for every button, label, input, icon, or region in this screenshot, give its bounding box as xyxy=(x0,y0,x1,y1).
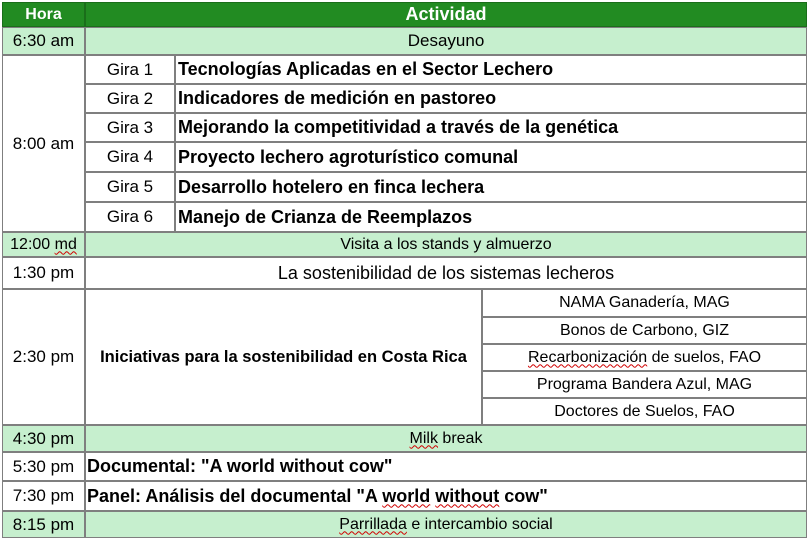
activity-desayuno: Desayuno xyxy=(85,27,807,55)
gira-title: Manejo de Crianza de Reemplazos xyxy=(175,202,807,232)
time-milk: 4:30 pm xyxy=(2,425,85,452)
time-almuerzo-md: md xyxy=(54,235,77,253)
presenter-item: NAMA Ganadería, MAG xyxy=(482,289,807,317)
panel-world: world xyxy=(382,485,431,506)
time-iniciativas: 2:30 pm xyxy=(2,289,85,425)
gira-label: Gira 6 xyxy=(85,202,175,232)
gira-title: Proyecto lechero agroturístico comunal xyxy=(175,142,807,172)
panel-text-start: Panel: Análisis del documental "A xyxy=(87,485,383,506)
time-sostenibilidad: 1:30 pm xyxy=(2,257,85,289)
gira-label: Gira 3 xyxy=(85,113,175,142)
gira-label: Gira 5 xyxy=(85,172,175,202)
presenter-item: Doctores de Suelos, FAO xyxy=(482,398,807,425)
parrillada-rest: e intercambio social xyxy=(406,515,553,533)
header-hora: Hora xyxy=(2,2,85,27)
activity-parrillada xyxy=(85,511,807,538)
header-actividad: Actividad xyxy=(85,2,807,27)
time-desayuno: 6:30 am xyxy=(2,27,85,55)
activity-sostenibilidad: La sostenibilidad de los sistemas lecheros xyxy=(85,257,807,289)
panel-text-end: cow" xyxy=(499,485,548,506)
gira-label: Gira 1 xyxy=(85,55,175,84)
iniciativas-title: Iniciativas para la sostenibilidad en Costa Rica xyxy=(85,289,482,425)
gira-title: Tecnologías Aplicadas en el Sector Lechero xyxy=(175,55,807,84)
time-almuerzo xyxy=(2,232,85,257)
time-panel: 7:30 pm xyxy=(2,481,85,511)
presenter-item: Bonos de Carbono, GIZ xyxy=(482,317,807,344)
gira-title: Desarrollo hotelero en finca lechera xyxy=(175,172,807,202)
presenter-item: Programa Bandera Azul, MAG xyxy=(482,371,807,398)
time-documental: 5:30 pm xyxy=(2,452,85,481)
gira-title: Indicadores de medición en pastoreo xyxy=(175,84,807,113)
activity-almuerzo: Visita a los stands y almuerzo xyxy=(85,232,807,257)
time-parrillada: 8:15 pm xyxy=(2,511,85,538)
time-almuerzo-hour: 12:00 xyxy=(10,235,55,253)
parrillada-word: Parrillada xyxy=(339,515,407,533)
activity-panel xyxy=(85,481,807,511)
activity-documental: Documental: "A world without cow" xyxy=(85,452,807,481)
presenter-recarbonizacion: Recarbonización xyxy=(527,348,648,366)
break-word: break xyxy=(437,429,483,447)
presenter-rest: de suelos, FAO xyxy=(647,348,762,366)
gira-title: Mejorando la competitividad a través de la genética xyxy=(175,113,807,142)
panel-without: without xyxy=(435,485,500,506)
milk-word: Milk xyxy=(409,429,438,447)
presenter-item xyxy=(482,344,807,371)
activity-milk xyxy=(85,425,807,452)
gira-label: Gira 2 xyxy=(85,84,175,113)
time-giras: 8:00 am xyxy=(2,55,85,232)
gira-label: Gira 4 xyxy=(85,142,175,172)
